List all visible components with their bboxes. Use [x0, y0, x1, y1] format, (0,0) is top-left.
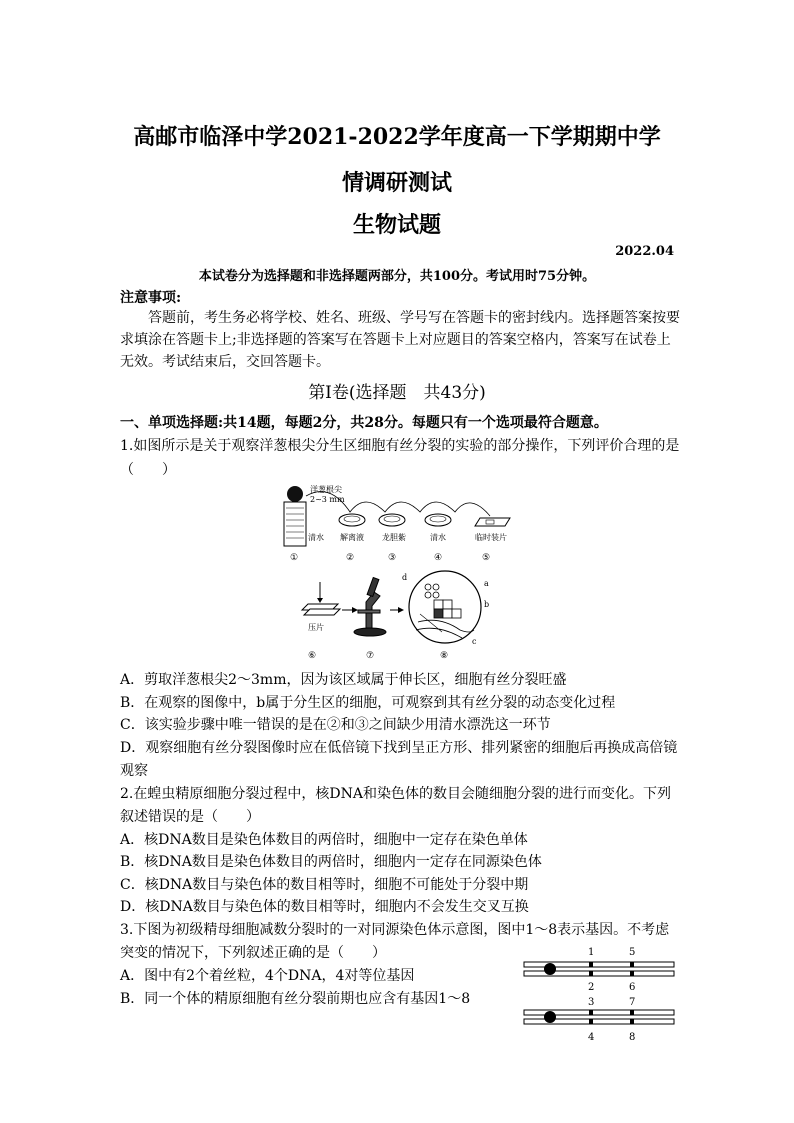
dish-label: 清水: [430, 533, 446, 542]
press-label: 压片: [308, 623, 324, 632]
gene-label: 3: [588, 997, 595, 1008]
q3-chromosome-figure: [520, 944, 680, 1048]
q2-option-d: D．核DNA数目与染色体的数目相等时，细胞内不会发生交叉互换: [120, 899, 529, 915]
q2-option-b: B．核DNA数目是染色体数目的两倍时，细胞内一定存在同源染色体: [120, 854, 542, 870]
chromosome-1: [524, 962, 674, 976]
cell-label-c: c: [472, 637, 477, 646]
step-number: ①: [290, 553, 299, 563]
step-number: ③: [388, 553, 397, 563]
water-label: 清水: [308, 533, 324, 542]
centromere-icon: [544, 1011, 556, 1023]
gene-label: 8: [629, 1032, 636, 1043]
step-number: ④: [434, 553, 443, 563]
notice-heading: 注意事项:: [120, 290, 182, 306]
q3-stem-line1: 3.下图为初级精母细胞减数分裂时的一对同源染色体示意图，图中1～8表示基因。不考虑: [120, 922, 670, 938]
step-number: ⑧: [440, 651, 449, 661]
q2-option-a: A．核DNA数目是染色体数目的两倍时，细胞中一定存在染色单体: [120, 832, 528, 848]
gene-label: 2: [588, 982, 595, 993]
gene-label: 6: [629, 982, 636, 993]
chromosome-2: [524, 1010, 674, 1024]
q1-option-a: A．剪取洋葱根尖2～3mm，因为该区域属于伸长区，细胞有丝分裂旺盛: [120, 672, 567, 688]
cell-label-b: b: [484, 600, 490, 609]
gene-label: 1: [588, 947, 595, 958]
root-label-2: 2~3 mm: [310, 495, 345, 504]
gene-label: 5: [629, 947, 636, 958]
section-instructions: 一、单项选择题:共14题，每题2分，共28分。每题只有一个选项最符合题意。: [120, 415, 608, 431]
q1-stem-line2: （ ）: [120, 462, 176, 478]
microscope-icon: [354, 578, 386, 636]
q2-option-c: C．核DNA数目与染色体的数目相等时，细胞不可能处于分裂中期: [120, 877, 529, 893]
q3-option-b: B．同一个体的精原细胞有丝分裂前期也应含有基因1～8: [120, 991, 471, 1007]
exam-title-line2: 情调研测试: [341, 170, 452, 196]
step-number: ②: [346, 553, 355, 563]
q3-stem-line2: 突变的情况下，下列叙述正确的是（ ）: [120, 945, 386, 961]
q3-option-a: A．图中有2个着丝粒，4个DNA，4对等位基因: [120, 968, 415, 984]
q1-stem-line1: 1.如图所示是关于观察洋葱根尖分生区细胞有丝分裂的实验的部分操作，下列评价合理的是: [120, 438, 680, 454]
notice-line-1: 答题前，考生务必将学校、姓名、班级、学号写在答题卡的密封线内。选择题答案按要: [148, 310, 680, 326]
q1-option-d-cont: 观察: [120, 763, 148, 779]
root-label-1: 洋葱根尖: [310, 485, 342, 494]
dish-label: 龙胆紫: [382, 533, 406, 542]
gene-label: 7: [629, 997, 636, 1008]
q1-option-b: B．在观察的图像中，b属于分生区的细胞，可观察到其有丝分裂的动态变化过程: [120, 695, 616, 711]
cell-label-d: d: [402, 573, 408, 582]
gene-label: 4: [588, 1032, 595, 1043]
cell-view-icon: [409, 571, 481, 643]
notice-line-2: 求填涂在答题卡上;非选择题的答案写在答题卡上对应题目的答案空格内，答案写在试卷上: [120, 332, 671, 348]
section-title: 第Ⅰ卷(选择题 共43分): [308, 383, 486, 403]
step-number: ⑦: [366, 651, 375, 661]
cell-label-a: a: [484, 579, 489, 588]
dish-label: 临时装片: [475, 533, 507, 542]
q1-option-c: C．该实验步骤中唯一错误的是在②和③之间缺少用清水漂洗这一环节: [120, 717, 551, 733]
exam-date: 2022.04: [615, 244, 674, 259]
exam-info: 本试卷分为选择题和非选择题两部分，共100分。考试用时75分钟。: [198, 269, 596, 284]
q2-stem-line1: 2.在蝗虫精原细胞分裂过程中，核DNA和染色体的数目会随细胞分裂的进行而变化。下列: [120, 786, 671, 802]
onion-jar-icon: [284, 486, 306, 546]
q1-experiment-figure: [270, 482, 520, 662]
q2-stem-line2: 叙述错误的是（ ）: [120, 809, 260, 825]
centromere-icon: [544, 963, 556, 975]
subject-title: 生物试题: [352, 212, 441, 238]
q1-option-d: D．观察细胞有丝分裂图像时应在低倍镜下找到呈正方形、排列紧密的细胞后再换成高倍镜: [120, 740, 678, 756]
exam-title-line1: 高邮市临泽中学2021-2022学年度高一下学期期中学: [133, 124, 661, 150]
step-number: ⑥: [308, 651, 317, 661]
notice-line-3: 无效。考试结束后，交回答题卡。: [120, 354, 330, 370]
dish-label: 解离液: [340, 533, 364, 542]
step-number: ⑤: [482, 553, 491, 563]
